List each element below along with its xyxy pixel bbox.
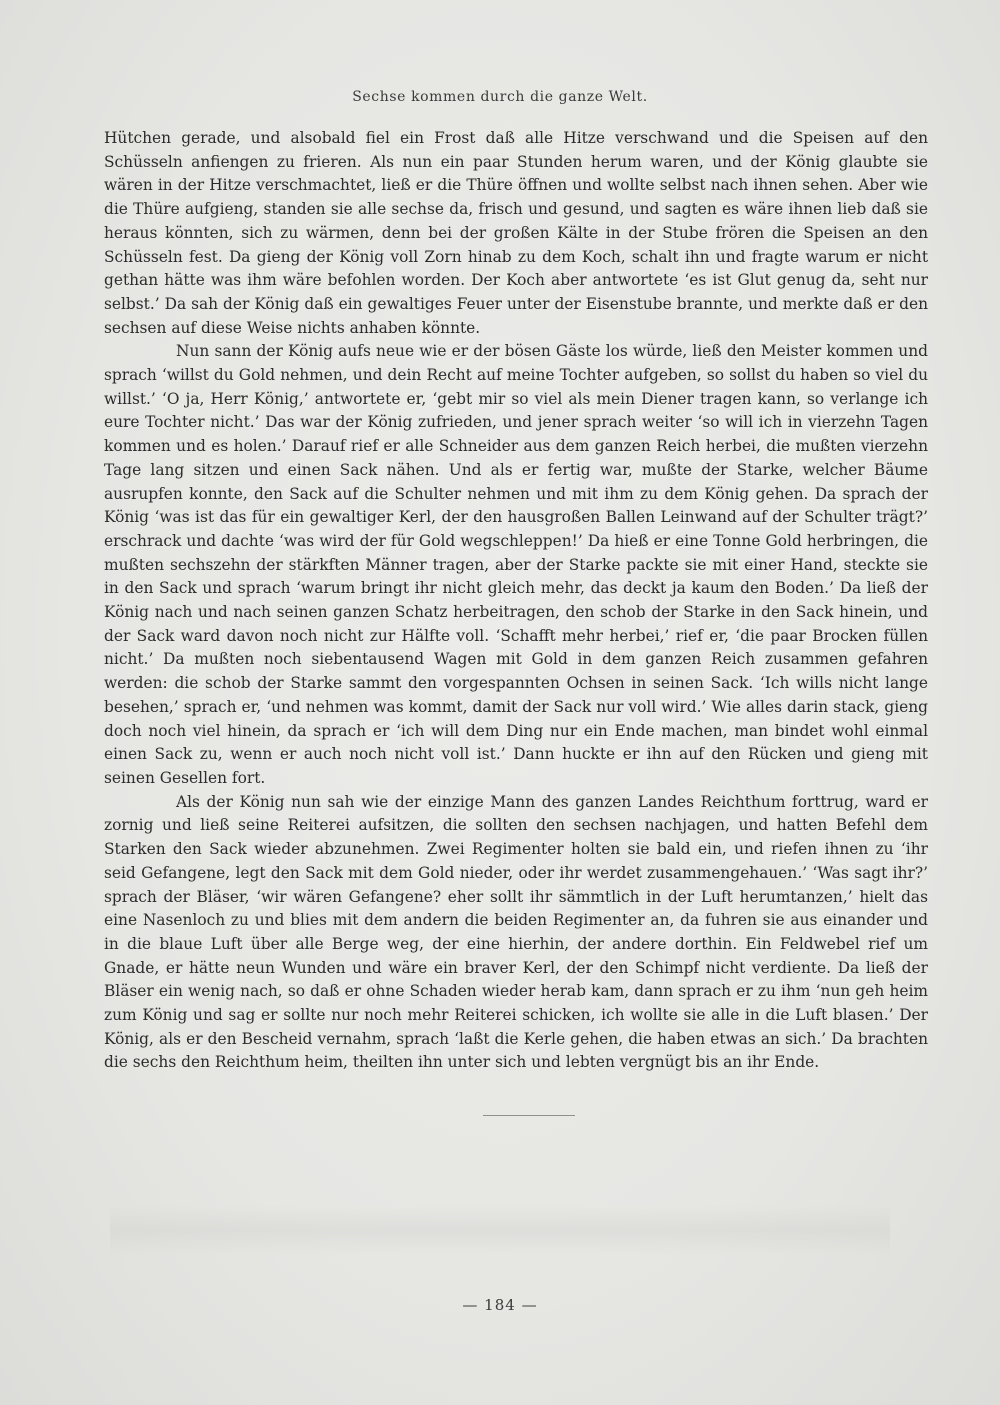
show-through-shadow: [110, 1205, 890, 1255]
end-rule: [483, 1115, 575, 1116]
paragraph-3: Als der König nun sah wie der einzige Mann des ganzen Landes Reichthum forttrug, ward er zornig und ließ seine Reiterei aufsitzen, die sollten den sechsen nachjagen, und hatten Befehl dem Starken den Sack wieder abzunehmen. Zwei Regimenter holten sie bald ein, und riefen ihnen zu ‘ihr seid Gefangene, legt den Sack mit dem Gold nieder, oder ihr werdet zusammengehauen.’ ‘Was sagt ihr?’ sprach der Bläser, ‘wir wären Gefangene? eher sollt ihr sämmtlich in der Luft herumtanzen,’ hielt das eine Nasenloch zu und blies mit dem andern die beiden Regimenter an, da fuhren sie aus einander und in die blaue Luft über alle Berge weg, der eine hierhin, der andere dorthin. Ein Feldwebel rief um Gnade, er hätte neun Wunden und wäre ein braver Kerl, der den Schimpf nicht verdiente. Da ließ der Bläser ein wenig nach, so daß er ohne Schaden wieder herab kam, dann sprach er zu ihm ‘nun geh heim zum König und sag er sollte nur noch mehr Reiterei schicken, ich wollte sie alle in die Luft blasen.’ Der König, als er den Bescheid vernahm, sprach ‘laßt die Kerle gehen, die haben etwas an sich.’ Da brachten die sechs den Reichthum heim, theilten ihn unter sich und lebten vergnügt bis an ihr Ende.: [104, 792, 928, 1072]
running-title: Sechse kommen durch die ganze Welt.: [352, 89, 648, 105]
story-text: [104, 127, 928, 1075]
paragraph-2: Nun sann der König aufs neue wie er der bösen Gäste los würde, ließ den Meister kommen und sprach ‘willst du Gold nehmen, und dein Recht auf meine Tochter aufgeben, so sollst du haben so viel du willst.’ ‘O ja, Herr König,’ antwortete er, ‘gebt mir so viel als mein Diener tragen kann, so verlange ich eure Tochter nicht.’ Das war der König zufrieden, und jener sprach weiter ‘so will ich in vierzehn Tagen kommen und es holen.’ Darauf rief er alle Schneider aus dem ganzen Reich herbei, die mußten vierzehn Tage lang sitzen und einen Sack nähen. Und als er fertig war, mußte der Starke, welcher Bäume ausrupfen konnte, den Sack auf die Schulter nehmen und mit ihm zu dem König gehen. Da sprach der König ‘was ist das für ein gewaltiger Kerl, der den hausgroßen Ballen Leinwand auf der Schulter trägt?’ erschrack und dachte ‘was wird der für Gold wegschleppen!’ Da hieß er eine Tonne Gold herbringen, die mußten sechszehn der stärkften Männer tragen, aber der Starke packte sie mit einer Hand, steckte sie in den Sack und sprach ‘warum bringt ihr nicht gleich mehr, das deckt ja kaum den Boden.’ Da ließ der König nach und nach seinen ganzen Schatz herbeitragen, den schob der Starke in den Sack hinein, und der Sack ward davon noch nicht zur Hälfte voll. ‘Schafft mehr herbei,’ rief er, ‘die paar Brocken füllen nicht.’ Da mußten noch siebentausend Wagen mit Gold in dem ganzen Reich zusammen gefahren werden: die schob der Starke sammt den vorgespannten Ochsen in seinen Sack. ‘Ich wills nicht lange besehen,’ sprach er, ‘und nehmen was kommt, damit der Sack nur voll wird.’ Wie alles darin stack, gieng doch noch viel hinein, da sprach er ‘ich will dem Ding nur ein Ende machen, man bindet wohl einmal einen Sack zu, wenn er auch noch nicht voll ist.’ Dann huckte er ihn auf den Rücken und gieng mit seinen Gesellen fort.: [104, 342, 928, 787]
paragraph-1: Hütchen gerade, und alsobald fiel ein Frost daß alle Hitze verschwand und die Speisen auf den Schüsseln anfiengen zu frieren. Als nun ein paar Stunden herum waren, und der König glaubte sie wären in der Hitze verschmachtet, ließ er die Thüre öffnen und wollte selbst nach ihnen sehen. Aber wie die Thüre aufgieng, standen sie alle sechse da, frisch und gesund, und sagten es wäre ihnen lieb daß sie heraus könnten, sich zu wärmen, denn bei der großen Kälte in der Stube frören die Speisen an den Schüsseln fest. Da gieng der König voll Zorn hinab zu dem Koch, schalt ihn und fragte warum er nicht gethan hätte was ihm wäre befohlen worden. Der Koch aber antwortete ‘es ist Glut genug da, seht nur selbst.’ Da sah der König daß ein gewaltiges Feuer unter der Eisenstube brannte, und merkte daß er den sechsen auf diese Weise nichts anhaben könnte.: [104, 129, 928, 337]
page-number: — 184 —: [462, 1296, 538, 1314]
